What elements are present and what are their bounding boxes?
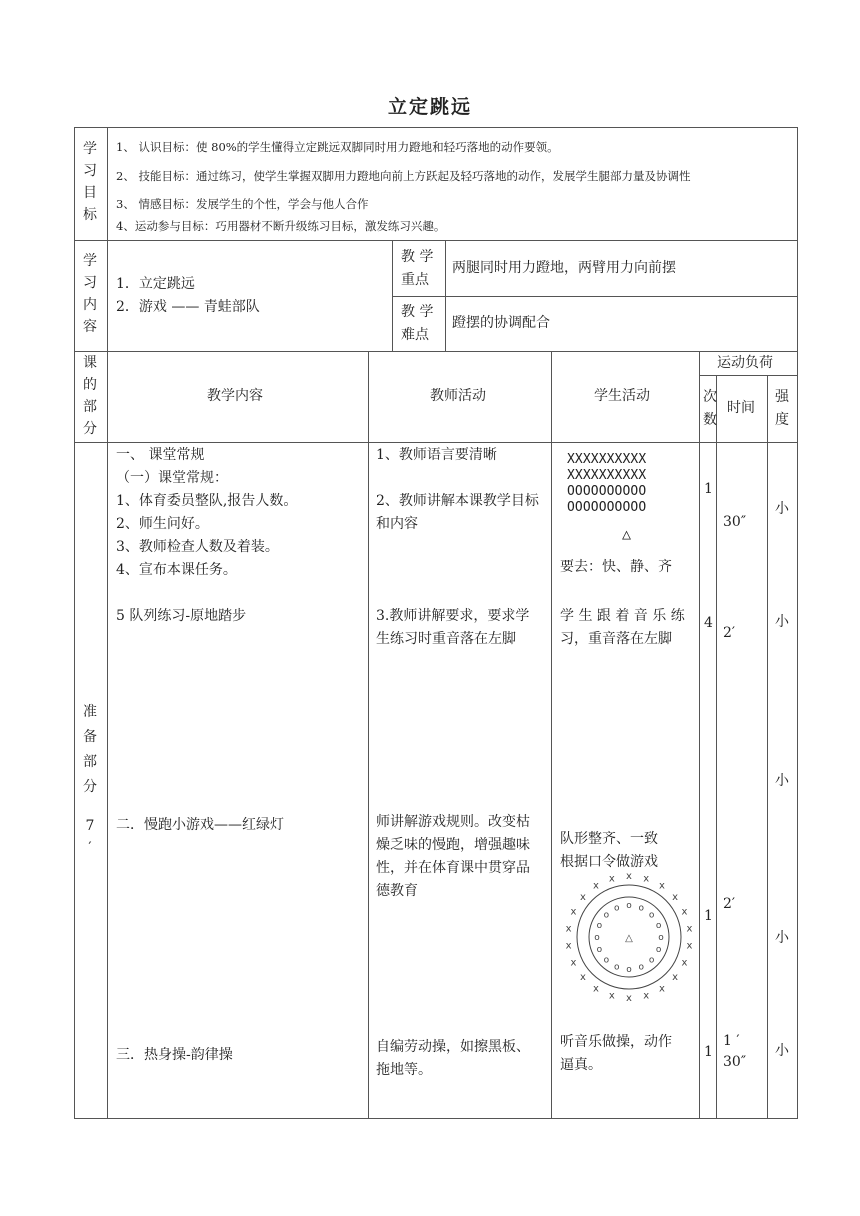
x-marker: x: [570, 906, 577, 918]
col-load: 运动负荷: [717, 355, 773, 371]
x-marker: x: [672, 892, 679, 904]
student-line: 队形整齐、一致: [560, 831, 658, 847]
o-marker: o: [603, 910, 610, 921]
student-line: 根据口令做游戏: [560, 854, 658, 870]
x-marker: x: [643, 873, 650, 885]
o-marker: o: [648, 955, 655, 966]
o-marker: o: [596, 945, 603, 956]
section-duration: 7 ′: [85, 818, 95, 856]
page-title: 立定跳远: [387, 96, 472, 118]
goal-item: 1、 认识目标：使 80%的学生懂得立定跳远双脚同时用力蹬地和轻巧落地的动作要领。: [116, 140, 559, 154]
x-marker: x: [659, 880, 665, 892]
count-value: 1: [704, 908, 713, 924]
time-value: 30″: [723, 514, 747, 530]
x-marker: x: [565, 940, 572, 952]
x-marker: x: [593, 983, 599, 995]
teacher-line: 和内容: [376, 516, 418, 532]
col-count: 数: [703, 412, 717, 428]
time-value: 1 ′: [723, 1033, 740, 1049]
goal-item: 4、运动参与目标：巧用器材不断升级练习目标，激发练习兴趣。: [116, 219, 446, 233]
x-marker: x: [579, 971, 586, 983]
teacher-line: 生练习时重音落在左脚: [376, 631, 516, 647]
x-marker: x: [565, 923, 572, 935]
teacher-line: 3.教师讲解要求，要求学: [376, 608, 530, 624]
teacher-line: 性，并在体育课中贯穿品: [376, 860, 530, 876]
goal-item: 2、 技能目标：通过练习，使学生掌握双脚用力蹬地向前上方跃起及轻巧落地的动作，发展学生腿部力量及协调性: [116, 169, 691, 183]
teacher-line: 燥乏味的慢跑，增强趣味: [376, 837, 530, 853]
diff-label: 教 学: [401, 304, 434, 320]
key-text: 两腿同时用力蹬地，两臂用力向前摆: [452, 260, 676, 276]
content-item: 1．立定跳远: [116, 276, 195, 292]
goals-label: 学 习 目 标: [83, 141, 97, 223]
x-marker: x: [570, 957, 577, 969]
x-marker: x: [608, 990, 615, 1002]
content-line: 2、师生问好。: [116, 516, 209, 532]
content-line: 一、 课堂常规: [116, 447, 205, 463]
o-marker: o: [596, 920, 603, 931]
x-marker: x: [672, 971, 679, 983]
part-label: 课 的 部 分: [83, 355, 97, 437]
teacher-line: 1、教师语言要清晰: [376, 447, 497, 463]
intensity-value: 小: [775, 501, 789, 517]
content-line: 4、宣布本课任务。: [116, 562, 237, 578]
content-item: 2．游戏 —— 青蛙部队: [116, 299, 260, 315]
content-line: 1、体育委员整队,报告人数。: [116, 493, 298, 509]
key-label: 重点: [401, 272, 429, 288]
col-intensity: 强: [775, 389, 789, 405]
svg-text:△: △: [625, 933, 633, 944]
teacher-line: 自编劳动操，如擦黑板、: [376, 1039, 530, 1055]
circle-game-diagram: [556, 872, 696, 1002]
count-value: 4: [704, 615, 713, 631]
diff-text: 蹬摆的协调配合: [452, 315, 550, 331]
intensity-value: 小: [775, 773, 789, 789]
x-marker: x: [659, 983, 665, 995]
student-line: 听音乐做操，动作: [560, 1034, 672, 1050]
o-marker: o: [638, 903, 644, 914]
o-marker: o: [655, 920, 662, 931]
x-marker: x: [681, 906, 688, 918]
teacher-line: 拖地等。: [376, 1062, 432, 1078]
x-marker: x: [608, 873, 615, 885]
content-line: （一）课堂常规：: [116, 470, 228, 486]
o-marker: o: [658, 933, 664, 943]
o-marker: o: [603, 955, 610, 966]
col-time: 时间: [727, 400, 755, 416]
o-marker: o: [638, 962, 644, 973]
o-marker: o: [655, 945, 662, 956]
content-line: 3、教师检查人数及着装。: [116, 539, 279, 555]
student-line: 学 生 跟 着 音 乐 练: [560, 608, 685, 624]
time-value: 2′: [723, 625, 736, 641]
col-student: 学生活动: [594, 388, 650, 404]
x-marker: x: [643, 990, 650, 1002]
o-marker: o: [626, 901, 632, 911]
x-marker: x: [626, 872, 632, 882]
x-marker: x: [626, 993, 632, 1002]
intensity-value: 小: [775, 614, 789, 630]
content-line: 5 队列练习-原地踏步: [116, 608, 247, 624]
col-count: 次: [703, 389, 717, 405]
o-marker: o: [626, 965, 632, 975]
o-marker: o: [614, 962, 620, 973]
o-marker: o: [648, 910, 655, 921]
col-teacher: 教师活动: [430, 388, 486, 404]
time-value: 2′: [723, 896, 736, 912]
student-line: 习，重音落在左脚: [560, 631, 672, 647]
col-teach-content: 教学内容: [207, 388, 263, 404]
x-marker: x: [686, 923, 693, 935]
diff-label: 难点: [401, 327, 429, 343]
intensity-value: 小: [775, 1043, 789, 1059]
col-intensity: 度: [775, 412, 789, 428]
count-value: 1: [704, 1044, 713, 1060]
section-label: 准 备 部 分: [83, 704, 97, 795]
content-line: 二．慢跑小游戏——红绿灯: [116, 817, 284, 833]
time-value: 30″: [723, 1054, 747, 1070]
student-line: 要去：快、静、齐: [560, 559, 672, 575]
x-marker: x: [681, 957, 688, 969]
content-line: 三．热身操-韵律操: [116, 1047, 233, 1063]
teacher-line: 2、教师讲解本课教学目标: [376, 493, 539, 509]
x-marker: x: [579, 892, 586, 904]
student-line: 逼真。: [560, 1057, 602, 1073]
o-marker: o: [614, 903, 620, 914]
o-marker: o: [594, 933, 600, 943]
content-label: 学 习 内 容: [83, 253, 97, 335]
x-marker: x: [686, 940, 693, 952]
key-label: 教 学: [401, 249, 434, 265]
teacher-line: 师讲解游戏规则。改变枯: [376, 814, 530, 830]
intensity-value: 小: [775, 930, 789, 946]
x-marker: x: [593, 880, 599, 892]
goal-item: 3、 情感目标：发展学生的个性，学会与他人合作: [116, 197, 369, 211]
count-value: 1: [704, 481, 713, 497]
teacher-line: 德教育: [376, 883, 418, 899]
